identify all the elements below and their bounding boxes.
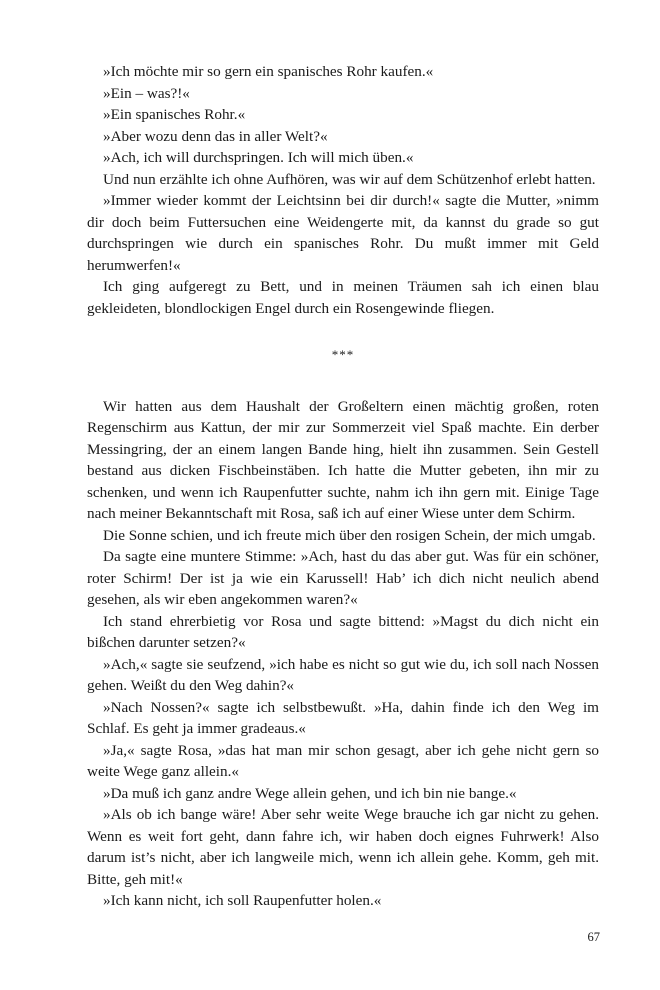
paragraph: Wir hatten aus dem Haushalt der Großeltern einen mächtig großen, roten Regenschirm aus Kattun, der mir zur Sommerzeit viel Spaß machte. Ein derber Messingring, der an einem langen Bande hing, hielt ihn zusammen. Sein Gestell bestand aus dicken Fischbeinstäben. Ich hatte die Mutter gebeten, ihn mir zu schenken, und wenn ich Raupenfutter suchte, nahm ich ihn gern mit. Einige Tage nach meiner Bekanntschaft mit Rosa, saß ich auf einer Wiese unter dem Schirm. bbox=[87, 397, 599, 522]
section-1 bbox=[87, 61, 599, 319]
paragraph: »Ach,« sagte sie seufzend, »ich habe es nicht so gut wie du, ich soll nach Nossen gehen. Weißt du den Weg dahin?« bbox=[87, 655, 599, 694]
paragraph: »Ach, ich will durchspringen. Ich will mich üben.« bbox=[103, 149, 414, 166]
paragraph: »Ein – was?!« bbox=[103, 84, 190, 102]
section-2 bbox=[87, 396, 599, 912]
paragraph: »Nach Nossen?« sagte ich selbstbewußt. »Ha, dahin finde ich den Weg im Schlaf. Es geht ja immer gradeaus.« bbox=[87, 698, 599, 737]
spacer bbox=[87, 319, 599, 334]
paragraph: »Ich möchte mir so gern ein spanisches Rohr kaufen.« bbox=[103, 63, 434, 80]
paragraph: »Aber wozu denn das in aller Welt?« bbox=[103, 127, 328, 145]
paragraph: »Da muß ich ganz andre Wege allein gehen, und ich bin nie bange.« bbox=[103, 784, 517, 802]
paragraph: Und nun erzählte ich ohne Aufhören, was wir auf dem Schützenhof erlebt hatten. bbox=[103, 170, 596, 188]
page-number: 67 bbox=[587, 930, 600, 944]
paragraph: »Ja,« sagte Rosa, »das hat man mir schon gesagt, aber ich gehe nicht gern so weite Wege ganz allein.« bbox=[87, 741, 599, 780]
paragraph: »Immer wieder kommt der Leichtsinn bei dir durch!« sagte die Mutter, »nimm dir doch beim Futtersuchen eine Weidengerte mit, da kannst du grade so gut durchspringen wie durch ein spanisches Rohr. Du mußt immer mit Geld herumwerfen!« bbox=[87, 192, 599, 274]
paragraph: »Ein spanisches Rohr.« bbox=[103, 106, 246, 123]
paragraph: »Als ob ich bange wäre! Aber sehr weite Wege brauche ich gar nicht zu gehen. Wenn es weit fort geht, dann fahre ich, wir haben doch eignes Fuhrwerk! Also darum ist’s nicht, aber ich langweile mich, wenn ich allein gehe. Komm, geh mit. Bitte, geh mit!« bbox=[87, 806, 599, 888]
page-body bbox=[87, 61, 599, 912]
section-separator: *** bbox=[331, 347, 355, 362]
paragraph: Ich ging aufgeregt zu Bett, und in meinen Träumen sah ich einen blau gekleideten, blondlockigen Engel durch ein Rosengewinde fliegen. bbox=[87, 278, 599, 317]
paragraph: Die Sonne schien, und ich freute mich über den rosigen Schein, der mich umgab. bbox=[103, 526, 596, 544]
paragraph: Da sagte eine muntere Stimme: »Ach, hast du das aber gut. Was für ein schöner, roter Schirm! Der ist ja wie ein Karussell! Hab’ ich dich nicht neulich abend gesehen, als wir eben angekommen waren?« bbox=[87, 548, 599, 608]
paragraph: »Ich kann nicht, ich soll Raupenfutter holen.« bbox=[103, 892, 382, 909]
paragraph: Ich stand ehrerbietig vor Rosa und sagte bittend: »Magst du dich nicht ein bißchen darunter setzen?« bbox=[87, 612, 599, 651]
